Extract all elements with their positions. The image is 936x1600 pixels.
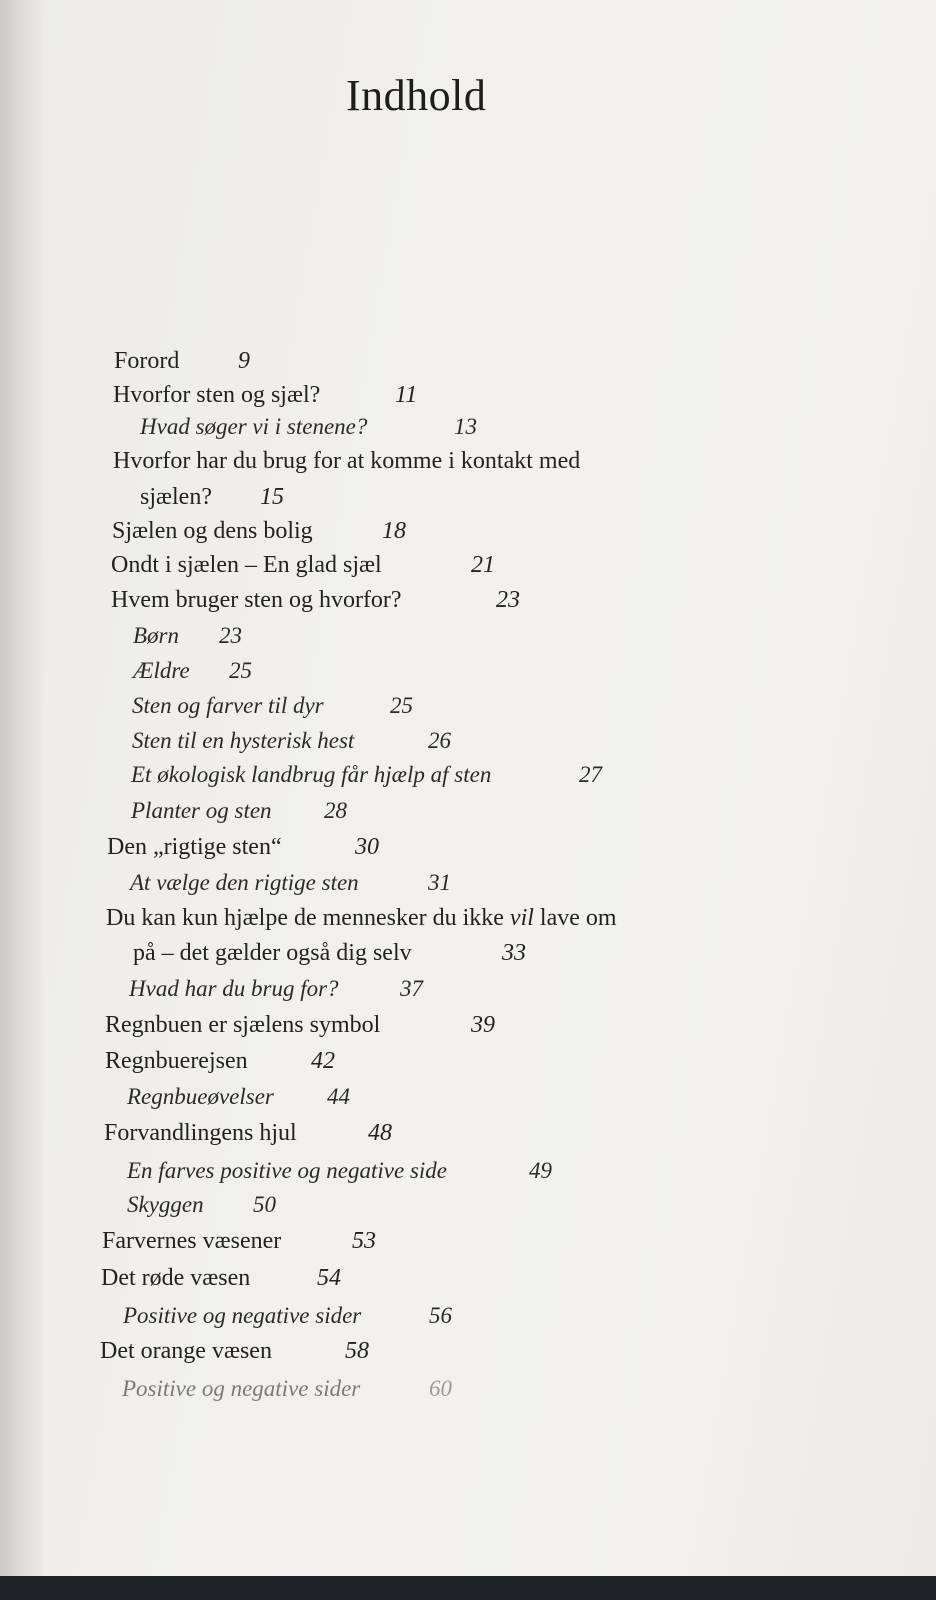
- toc-entry-page: 54: [317, 1265, 341, 1291]
- toc-entry-text: Forord: [114, 348, 180, 374]
- toc-entry-text: Regnbuerejsen: [105, 1048, 248, 1074]
- toc-entry: [113, 382, 418, 409]
- toc-subentry: [127, 1192, 276, 1218]
- toc-entry-page: 18: [382, 518, 406, 544]
- toc-entry-page: 37: [400, 976, 423, 1001]
- toc-entry-text: At vælge den rigtige sten: [130, 870, 359, 895]
- toc-entry-text: Ondt i sjælen – En glad sjæl: [111, 552, 382, 578]
- toc-entry-text: Hvem bruger sten og hvorfor?: [111, 587, 402, 613]
- toc-subentry: [133, 623, 242, 649]
- toc-entry-text: Farvernes væsener: [102, 1228, 282, 1254]
- toc-entry-page: 9: [238, 348, 250, 374]
- toc-entry-text: Hvad har du brug for?: [129, 976, 339, 1001]
- toc-entry-page: 48: [368, 1120, 392, 1146]
- toc-entry-page: 53: [352, 1228, 376, 1254]
- toc-entry-page: 60: [429, 1376, 452, 1401]
- toc-entry-page: 23: [219, 623, 242, 648]
- toc-entry-text: Den „rigtige sten“: [107, 834, 282, 860]
- toc-entry-page: 50: [253, 1192, 276, 1217]
- toc-subentry: [123, 1303, 452, 1329]
- toc-entry-text: Du kan kun hjælpe de mennesker du ikke: [106, 905, 510, 931]
- toc-entry-text: Sten og farver til dyr: [132, 693, 324, 718]
- toc-subentry: [132, 693, 413, 719]
- toc-entry-text: Positive og negative sider: [123, 1303, 362, 1328]
- toc-entry-text: Det røde væsen: [101, 1265, 251, 1291]
- toc-entry-page: 56: [429, 1303, 452, 1328]
- toc-entry-text: Ældre: [133, 658, 190, 683]
- toc-entry: [100, 1338, 369, 1365]
- toc-entry-text: Sten til en hysterisk hest: [132, 728, 355, 753]
- toc-entry-page: 49: [529, 1158, 552, 1183]
- toc-entry-page: 15: [260, 484, 284, 510]
- toc-entry: [114, 348, 250, 375]
- toc-entry: [113, 448, 580, 475]
- toc-entry-text-tail: lave om: [533, 905, 617, 931]
- toc-subentry: [129, 976, 423, 1002]
- toc-subentry: [131, 798, 347, 824]
- toc-entry-text: Skyggen: [127, 1192, 204, 1217]
- toc-subentry: [127, 1084, 350, 1110]
- toc-entry-page: 25: [390, 693, 413, 718]
- toc-entry-text: på – det gælder også dig selv: [133, 940, 412, 966]
- toc-entry-page: 23: [496, 587, 520, 613]
- toc-entry-page: 30: [355, 834, 379, 860]
- toc-entry-page: 39: [471, 1012, 495, 1038]
- toc-entry-page: 33: [502, 940, 526, 966]
- toc-entry-text: Regnbueøvelser: [127, 1084, 274, 1109]
- toc-entry-page: 58: [345, 1338, 369, 1364]
- toc-entry-page: 44: [327, 1084, 350, 1109]
- toc-entry: [111, 552, 495, 579]
- toc-subentry: [127, 1158, 552, 1184]
- toc-entry-text: Sjælen og dens bolig: [112, 518, 313, 544]
- toc-entry-page: 13: [454, 414, 477, 439]
- toc-entry: [112, 518, 406, 545]
- toc-entry-page: 25: [229, 658, 252, 683]
- toc-entry-text: Forvandlingens hjul: [104, 1120, 297, 1146]
- toc-entry-text: Det orange væsen: [100, 1338, 272, 1364]
- toc-entry-text: Børn: [133, 623, 179, 648]
- toc-entry: [102, 1228, 376, 1255]
- toc-entry-page: 11: [395, 382, 418, 408]
- toc-entry: [105, 1012, 495, 1039]
- page-gutter-shadow: [0, 0, 44, 1576]
- toc-entry-text: Hvorfor sten og sjæl?: [113, 382, 321, 408]
- toc-entry: [111, 587, 520, 614]
- toc-entry-text: Hvorfor har du brug for at komme i kontakt med: [113, 448, 581, 474]
- toc-subentry: [122, 1376, 452, 1402]
- toc-entry-continuation: [140, 484, 284, 511]
- table-surface: [0, 1576, 936, 1600]
- toc-entry-text: Et økologisk landbrug får hjælp af sten: [131, 762, 492, 787]
- toc-entry-text: Planter og sten: [131, 798, 272, 823]
- toc-entry-page: 21: [471, 552, 495, 578]
- toc-subentry: [133, 658, 252, 684]
- toc-entry-text: En farves positive og negative side: [127, 1158, 448, 1183]
- toc-entry-text: Positive og negative sider: [122, 1376, 361, 1401]
- toc-entry: [105, 1048, 335, 1075]
- toc-entry-page: 42: [311, 1048, 335, 1074]
- page-title: Indhold: [346, 71, 487, 120]
- toc-entry: [106, 905, 617, 932]
- toc-entry: [104, 1120, 392, 1147]
- toc-entry-text: Regnbuen er sjælens symbol: [105, 1012, 381, 1038]
- toc-entry-text: sjælen?: [140, 484, 212, 510]
- toc-entry-continuation: [133, 940, 526, 967]
- toc-entry: [101, 1265, 341, 1292]
- toc-subentry: [132, 728, 451, 754]
- toc-entry-page: 26: [428, 728, 451, 753]
- toc-entry: [107, 834, 379, 861]
- toc-entry-page: 27: [579, 762, 602, 787]
- toc-entry-page: 31: [428, 870, 451, 895]
- toc-subentry: [140, 414, 477, 440]
- toc-entry-text: Hvad søger vi i stenene?: [140, 414, 368, 439]
- toc-entry-emphasis: vil: [509, 905, 534, 931]
- toc-subentry: [131, 762, 602, 788]
- toc-subentry: [130, 870, 451, 896]
- toc-entry-page: 28: [324, 798, 347, 823]
